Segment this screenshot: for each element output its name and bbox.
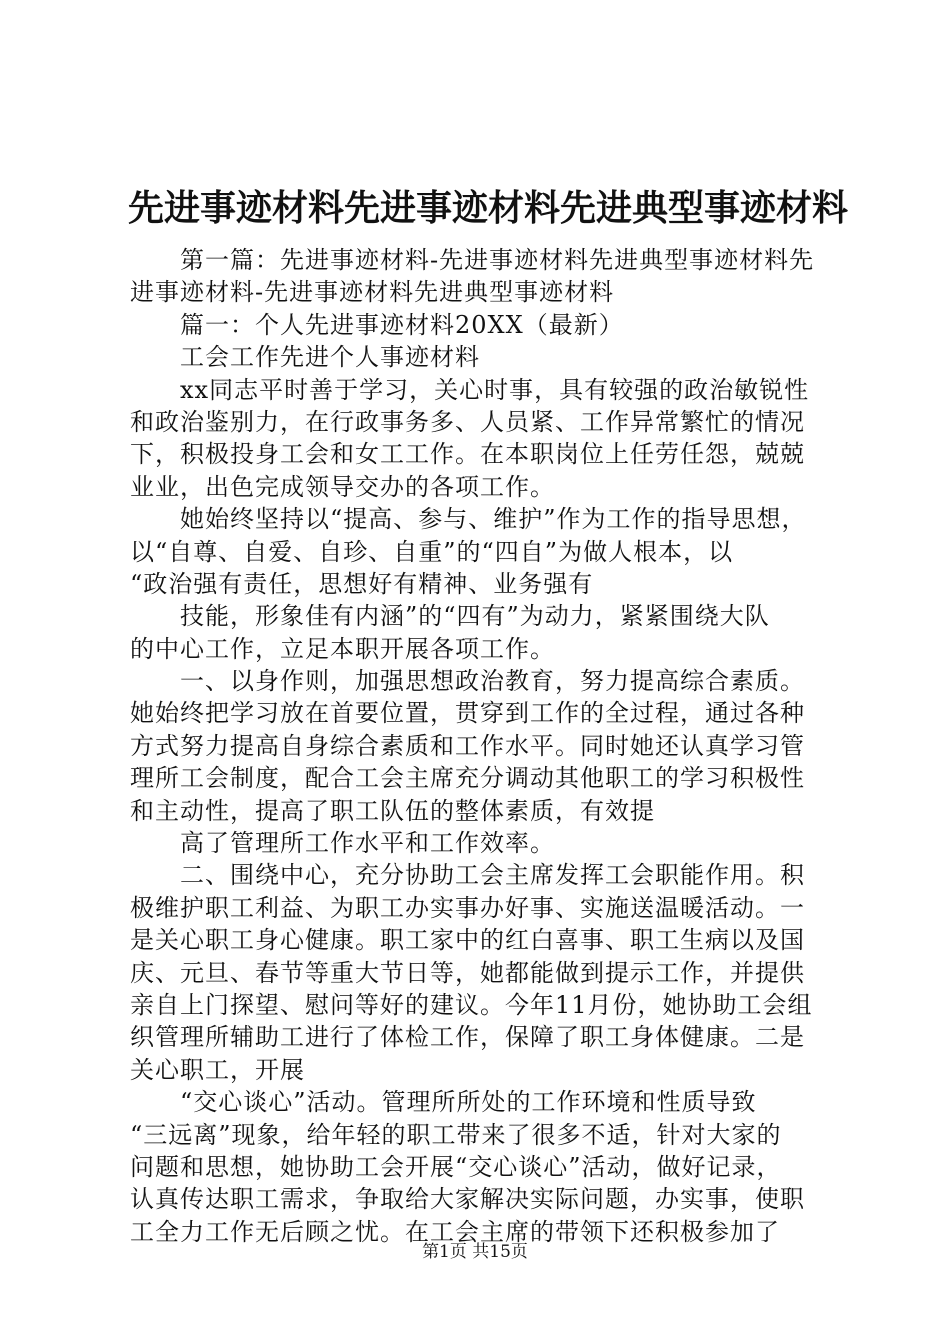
text-line: 极维护职工利益、为职工办实事办好事、实施送温暖活动。一 bbox=[130, 893, 805, 922]
text-line: 工会工作先进个人事迹材料 bbox=[130, 343, 480, 372]
text-line: 认真传达职工需求，争取给大家解决实际问题，办实事，使职 bbox=[130, 1185, 805, 1214]
text-line: 是关心职工身心健康。职工家中的红白喜事、职工生病以及国 bbox=[130, 926, 805, 955]
text-line: xx同志平时善于学习，关心时事，具有较强的政治敏锐性 bbox=[130, 375, 810, 404]
text-line: 亲自上门探望、慰问等好的建议。今年11月份，她协助工会组 bbox=[130, 990, 813, 1019]
text-line: 工全力工作无后顾之忧。在工会主席的带领下还积极参加了 bbox=[130, 1217, 780, 1246]
text-line: 业业，出色完成领导交办的各项工作。 bbox=[130, 472, 555, 501]
text-line: 她始终坚持以“提高、参与、维护”作为工作的指导思想， bbox=[130, 505, 807, 534]
text-line: 方式努力提高自身综合素质和工作水平。同时她还认真学习管 bbox=[130, 731, 805, 760]
text-line: “交心谈心”活动。管理所所处的工作环境和性质导致 bbox=[130, 1088, 757, 1117]
text-line: 篇一：个人先进事迹材料20XX（最新） bbox=[130, 310, 624, 339]
text-line: 和主动性，提高了职工队伍的整体素质，有效提 bbox=[130, 796, 655, 825]
text-line: 技能，形象佳有内涵”的“四有”为动力，紧紧围绕大队 bbox=[130, 602, 770, 631]
text-line: “三远离”现象，给年轻的职工带来了很多不适，针对大家的 bbox=[130, 1120, 782, 1149]
text-line: 庆、元旦、春节等重大节日等，她都能做到提示工作，并提供 bbox=[130, 958, 805, 987]
text-line: 以“自尊、自爱、自珍、自重”的“四自”为做人根本，以 bbox=[130, 537, 734, 566]
page-footer: 第1页 共15页 bbox=[422, 1242, 528, 1262]
text-line: 二、围绕中心，充分协助工会主席发挥工会职能作用。积 bbox=[130, 861, 805, 890]
text-line: 的中心工作，立足本职开展各项工作。 bbox=[130, 634, 555, 663]
document-body bbox=[130, 244, 830, 1248]
text-line: 和政治鉴别力，在行政事务多、人员紧、工作异常繁忙的情况 bbox=[130, 407, 805, 436]
text-line: 第一篇：先进事迹材料-先进事迹材料先进典型事迹材料先 bbox=[130, 246, 815, 274]
text-line: 问题和思想，她协助工会开展“交心谈心”活动，做好记录， bbox=[130, 1152, 782, 1181]
text-line: 织管理所辅助工进行了体检工作，保障了职工身体健康。二是 bbox=[130, 1023, 805, 1052]
text-line: “政治强有责任，思想好有精神、业务强有 bbox=[130, 569, 594, 598]
text-line: 进事迹材料-先进事迹材料先进典型事迹材料 bbox=[130, 278, 615, 307]
text-line: 她始终把学习放在首要位置，贯穿到工作的全过程，通过各种 bbox=[130, 699, 805, 728]
text-line: 关心职工，开展 bbox=[130, 1055, 305, 1084]
document-title: 先进事迹材料先进事迹材料先进典型事迹材料 bbox=[128, 188, 849, 229]
text-line: 下，积极投身工会和女工工作。在本职岗位上任劳任怨，兢兢 bbox=[130, 440, 805, 469]
text-line: 高了管理所工作水平和工作效率。 bbox=[130, 829, 555, 858]
text-line: 一、以身作则，加强思想政治教育，努力提高综合素质。 bbox=[130, 667, 805, 696]
text-line: 理所工会制度，配合工会主席充分调动其他职工的学习积极性 bbox=[130, 764, 805, 793]
